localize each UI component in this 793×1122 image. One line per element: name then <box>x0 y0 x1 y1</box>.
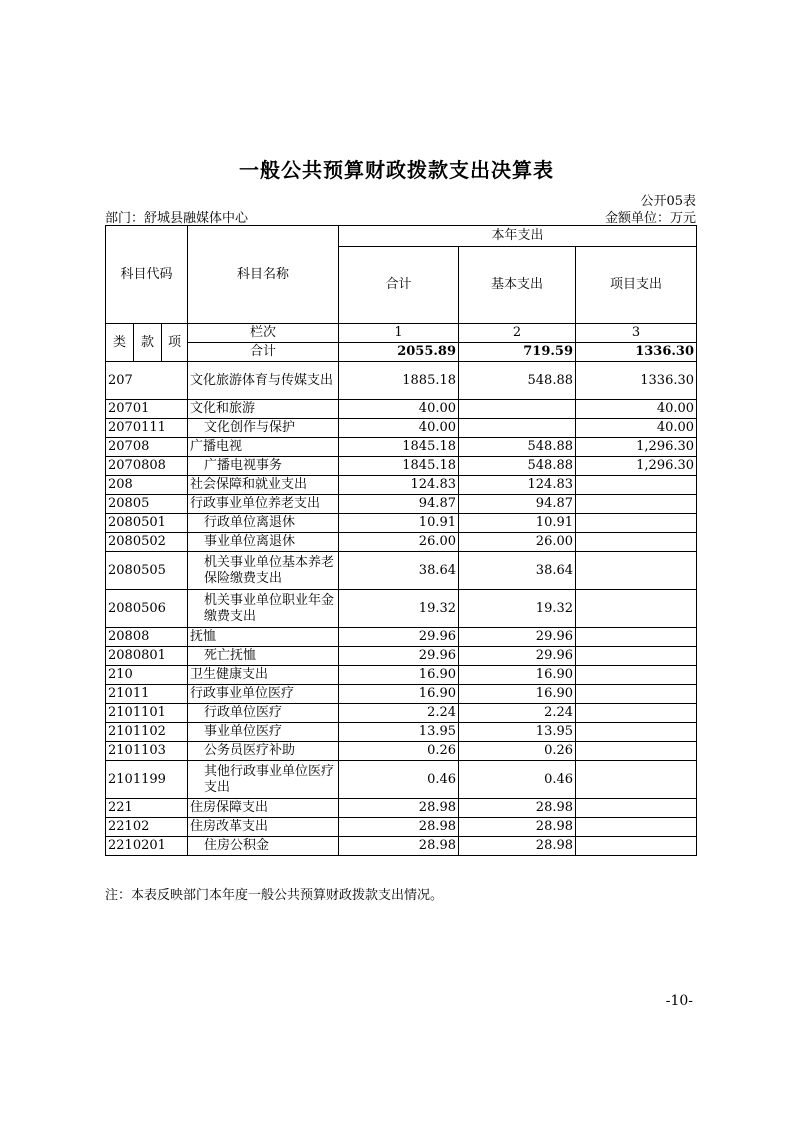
header-lei: 类 <box>106 324 134 362</box>
form-number: 公开05表 <box>640 194 696 209</box>
row-name: 住房公积金 <box>188 837 339 856</box>
table-row <box>106 628 697 647</box>
row-code: 2080505 <box>106 552 188 590</box>
row-project <box>576 628 697 647</box>
row-name: 广播电视事务 <box>188 457 339 476</box>
header-total: 合计 <box>339 247 459 324</box>
row-basic: 13.95 <box>459 723 576 742</box>
table-row <box>106 647 697 666</box>
row-basic: 548.88 <box>459 362 576 400</box>
row-project <box>576 514 697 533</box>
row-basic: 26.00 <box>459 533 576 552</box>
row-name: 行政事业单位养老支出 <box>188 495 339 514</box>
row-code: 207 <box>106 362 188 400</box>
row-total: 13.95 <box>339 723 459 742</box>
row-name: 广播电视 <box>188 438 339 457</box>
row-project <box>576 647 697 666</box>
row-code: 2101199 <box>106 761 188 799</box>
table-row <box>106 818 697 837</box>
row-name: 文化旅游体育与传媒支出 <box>188 362 339 400</box>
row-code: 2101103 <box>106 742 188 761</box>
header-basic: 基本支出 <box>459 247 576 324</box>
row-project <box>576 552 697 590</box>
header-current-year: 本年支出 <box>339 226 697 247</box>
row-basic: 28.98 <box>459 818 576 837</box>
row-name: 文化创作与保护 <box>188 419 339 438</box>
row-basic: 19.32 <box>459 590 576 628</box>
summary-basic: 719.59 <box>459 343 576 362</box>
row-project <box>576 533 697 552</box>
row-total: 1845.18 <box>339 438 459 457</box>
row-total: 16.90 <box>339 666 459 685</box>
row-total: 1885.18 <box>339 362 459 400</box>
row-code: 20701 <box>106 400 188 419</box>
table-row <box>106 742 697 761</box>
row-name: 行政单位医疗 <box>188 704 339 723</box>
row-name: 公务员医疗补助 <box>188 742 339 761</box>
table-row <box>106 438 697 457</box>
header-xiang: 项 <box>162 324 188 362</box>
table-row <box>106 495 697 514</box>
expenditure-table <box>105 225 697 856</box>
row-basic: 28.98 <box>459 837 576 856</box>
unit-label: 金额单位：万元 <box>604 211 696 226</box>
row-basic: 124.83 <box>459 476 576 495</box>
row-total: 29.96 <box>339 628 459 647</box>
row-basic: 548.88 <box>459 457 576 476</box>
row-name: 事业单位医疗 <box>188 723 339 742</box>
row-project <box>576 476 697 495</box>
row-name: 死亡抚恤 <box>188 647 339 666</box>
row-code: 2080502 <box>106 533 188 552</box>
row-project <box>576 590 697 628</box>
department-label: 部门：舒城县融媒体中心 <box>105 211 249 226</box>
row-code: 2070808 <box>106 457 188 476</box>
row-project <box>576 666 697 685</box>
table-row <box>106 533 697 552</box>
row-code: 22102 <box>106 818 188 837</box>
row-code: 2080501 <box>106 514 188 533</box>
row-total: 26.00 <box>339 533 459 552</box>
row-basic: 0.26 <box>459 742 576 761</box>
row-name: 其他行政事业单位医疗支出 <box>188 761 339 799</box>
row-name: 机关事业单位基本养老保险缴费支出 <box>188 552 339 590</box>
page-number: -10- <box>665 993 693 1009</box>
row-code: 20708 <box>106 438 188 457</box>
row-code: 2070111 <box>106 419 188 438</box>
table-row <box>106 799 697 818</box>
header-column-index: 栏次 <box>188 324 339 343</box>
row-total: 19.32 <box>339 590 459 628</box>
summary-label: 合计 <box>188 343 339 362</box>
table-row <box>106 476 697 495</box>
row-code: 20805 <box>106 495 188 514</box>
table-row <box>106 457 697 476</box>
row-total: 28.98 <box>339 818 459 837</box>
table-row <box>106 704 697 723</box>
row-code: 2101102 <box>106 723 188 742</box>
row-total: 40.00 <box>339 419 459 438</box>
row-basic: 29.96 <box>459 647 576 666</box>
header-col3: 3 <box>576 324 697 343</box>
row-basic: 2.24 <box>459 704 576 723</box>
row-total: 16.90 <box>339 685 459 704</box>
row-code: 208 <box>106 476 188 495</box>
row-name: 行政单位离退休 <box>188 514 339 533</box>
row-name: 事业单位离退休 <box>188 533 339 552</box>
table-row <box>106 552 697 590</box>
row-project <box>576 495 697 514</box>
header-name: 科目名称 <box>188 226 339 324</box>
summary-project: 1336.30 <box>576 343 697 362</box>
row-project <box>576 723 697 742</box>
row-name: 抚恤 <box>188 628 339 647</box>
row-project <box>576 704 697 723</box>
row-total: 94.87 <box>339 495 459 514</box>
row-basic: 16.90 <box>459 685 576 704</box>
header-code: 科目代码 <box>106 226 188 324</box>
row-code: 21011 <box>106 685 188 704</box>
row-total: 38.64 <box>339 552 459 590</box>
row-project <box>576 799 697 818</box>
row-basic <box>459 419 576 438</box>
row-code: 2101101 <box>106 704 188 723</box>
row-total: 2.24 <box>339 704 459 723</box>
row-name: 机关事业单位职业年金缴费支出 <box>188 590 339 628</box>
row-name: 文化和旅游 <box>188 400 339 419</box>
row-basic: 548.88 <box>459 438 576 457</box>
row-project <box>576 685 697 704</box>
row-code: 221 <box>106 799 188 818</box>
row-total: 29.96 <box>339 647 459 666</box>
row-code: 20808 <box>106 628 188 647</box>
row-total: 0.26 <box>339 742 459 761</box>
row-project <box>576 837 697 856</box>
row-basic: 38.64 <box>459 552 576 590</box>
header-col2: 2 <box>459 324 576 343</box>
row-basic: 10.91 <box>459 514 576 533</box>
row-code: 2080801 <box>106 647 188 666</box>
row-name: 住房保障支出 <box>188 799 339 818</box>
row-name: 行政事业单位医疗 <box>188 685 339 704</box>
row-project: 1336.30 <box>576 362 697 400</box>
row-project <box>576 742 697 761</box>
row-total: 1845.18 <box>339 457 459 476</box>
row-project <box>576 818 697 837</box>
table-row <box>106 723 697 742</box>
table-row <box>106 514 697 533</box>
row-code: 210 <box>106 666 188 685</box>
header-col1: 1 <box>339 324 459 343</box>
header-kuan: 款 <box>134 324 162 362</box>
row-basic: 0.46 <box>459 761 576 799</box>
row-basic <box>459 400 576 419</box>
row-project: 40.00 <box>576 419 697 438</box>
row-basic: 28.98 <box>459 799 576 818</box>
row-code: 2210201 <box>106 837 188 856</box>
row-total: 10.91 <box>339 514 459 533</box>
row-total: 40.00 <box>339 400 459 419</box>
row-basic: 94.87 <box>459 495 576 514</box>
table-row <box>106 362 697 400</box>
header-project: 项目支出 <box>576 247 697 324</box>
page-title: 一般公共预算财政拨款支出决算表 <box>239 158 554 182</box>
table-note: 注：本表反映部门本年度一般公共预算财政拨款支出情况。 <box>105 888 444 903</box>
row-total: 0.46 <box>339 761 459 799</box>
row-name: 卫生健康支出 <box>188 666 339 685</box>
table-row <box>106 761 697 799</box>
row-project: 1,296.30 <box>576 438 697 457</box>
row-code: 2080506 <box>106 590 188 628</box>
table-row <box>106 419 697 438</box>
row-name: 社会保障和就业支出 <box>188 476 339 495</box>
row-project: 1,296.30 <box>576 457 697 476</box>
row-name: 住房改革支出 <box>188 818 339 837</box>
row-project: 40.00 <box>576 400 697 419</box>
table-row <box>106 400 697 419</box>
table-row <box>106 666 697 685</box>
table-row <box>106 837 697 856</box>
table-row <box>106 685 697 704</box>
row-total: 28.98 <box>339 799 459 818</box>
row-total: 28.98 <box>339 837 459 856</box>
row-project <box>576 761 697 799</box>
table-row <box>106 590 697 628</box>
row-total: 124.83 <box>339 476 459 495</box>
row-basic: 29.96 <box>459 628 576 647</box>
row-basic: 16.90 <box>459 666 576 685</box>
summary-total: 2055.89 <box>339 343 459 362</box>
